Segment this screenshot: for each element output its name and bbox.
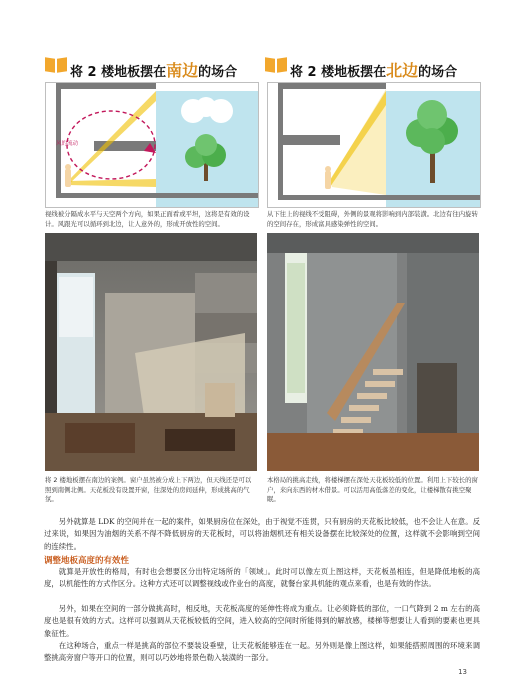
book-icon [45, 58, 67, 74]
right-photo-caption: 本格局的挑高走线，将楼梯摆在深处天花板较低的位置。利用上下较长的窗户，来向东西的材木借景。可以活用高低落差的变化，让楼梯散有挑空聚眠。 [267, 476, 478, 503]
body-paragraph-3: 另外，如果在空间的一部分做挑高时，相反地，天花板高度的延伸性将成为重点。让必须降低的部位，一口气降到 2 m 左右的高度也是很有效的方式。这样可以强调从天花板较低的空间，进入较高的空间时所能得到的解放感，楼梯等想要让人看到的要素也更具象征性。 [44, 604, 480, 638]
left-section-diagram [45, 82, 259, 208]
book-icon [265, 58, 287, 74]
wind-flow-label: 风的流动 [56, 141, 79, 147]
right-photo-svg [267, 233, 479, 471]
left-photo-caption: 将 2 楼地板摆在南边的案例。窗户虽然被分成上下两边，但天线还是可以照到南侧北侧。天花板没有设置开窗，往深处的房间延伸，形成挑高的气氛。 [45, 476, 252, 503]
right-heading: 将 2 楼地板摆在北边的场合 [290, 61, 458, 80]
section-subheading: 调整地板高度的有效性 [44, 556, 130, 566]
right-diagram-caption: 从下往上的视线不受阻碍，外侧的景观将影响到内部装潢。北边有往内旋转的空间存在，形成富具感染弹性的空间。 [267, 210, 478, 228]
left-interior-photo [45, 233, 257, 471]
body-paragraph-2: 就算是开放性的格局，有时也会想要区分出特定场所的「领域」。此时可以像左页上图这样，天花板虽相连，但是降低地板的高度，以机能性的方式作区分。这种方式还可以调整视线或作业台的高度，就餐台家具机能的观点来看，也是有效的作法。 [44, 567, 480, 589]
left-diagram-caption: 视线被分隔成水平与天空两个方向，如果正面看或平坦，这将是有效的设计。风跟光可以循环到北边，让人意外的，形成开放性的空间。 [45, 210, 250, 228]
right-diagram-svg [268, 83, 480, 207]
left-photo-svg [45, 233, 257, 471]
body-paragraph-4: 在这种场合，重点一样是挑高的部位不要装设垂壁，让天花板能够连在一起。另外则是像上图这样，如果能搭照周围的环境来调整挑高旁窗户等开口的位置，则可以巧妙地将景色勒入装潢的一部分。 [44, 641, 480, 663]
right-section-diagram [267, 82, 481, 208]
page-number: 13 [458, 668, 467, 676]
left-heading: 将 2 楼地板摆在南边的场合 [70, 61, 238, 80]
body-paragraph-1: 另外就算是 LDK 的空间并在一起的案件，如果厨房位在深处，由于视觉不连贯，只有厨房的天花板比较低，也不会让人在意。反过来说，如果因为油烟的关系不得不降低厨房的天花板时，可以将油烟机还有相关设备摆在比较深处的位置，这样就不会影响到空间的连续性。 [44, 517, 480, 551]
right-interior-photo [267, 233, 479, 471]
